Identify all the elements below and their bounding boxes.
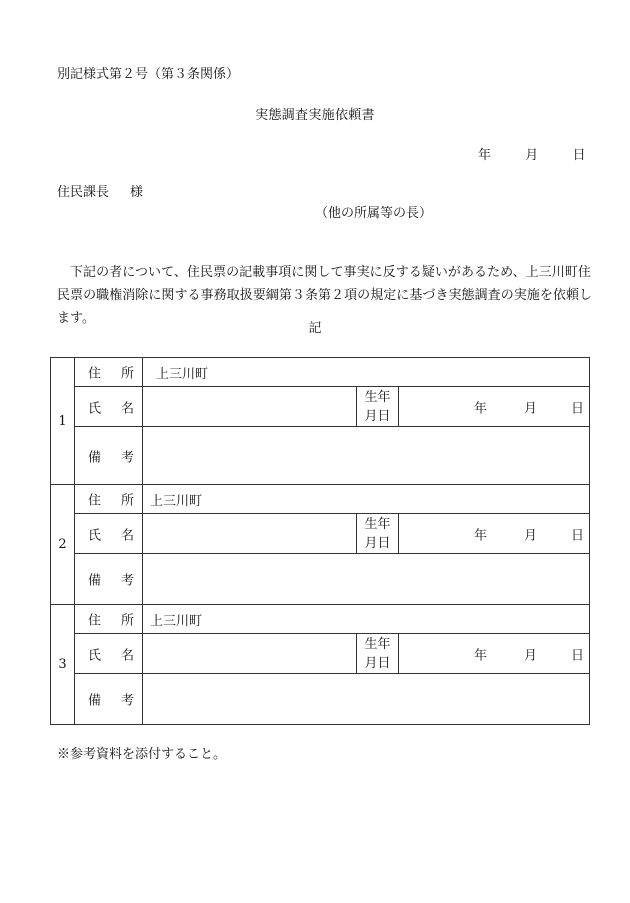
address-label-2: 所 [121, 613, 135, 629]
entry-number: 2 [51, 485, 75, 605]
remarks-label-1: 備 [88, 573, 102, 589]
name-label-2: 名 [121, 401, 135, 416]
name-label-1: 氏 [88, 648, 102, 663]
birthdate-label-1: 生年 [364, 516, 391, 532]
birthdate-label-2: 月日 [364, 535, 391, 551]
birthdate-month-label: 月 [524, 528, 538, 543]
birthdate-field[interactable] [399, 387, 590, 427]
date-line [478, 149, 586, 162]
address-field[interactable]: 上三川町 [143, 605, 590, 634]
address-label [75, 485, 143, 514]
name-field[interactable] [143, 387, 357, 427]
birthdate-month-label: 月 [524, 648, 538, 663]
name-label [75, 514, 143, 554]
entry-number: 1 [51, 358, 75, 485]
name-label-1: 氏 [88, 401, 102, 416]
entry-number: 3 [51, 605, 75, 725]
addressee-note: （他の所属等の長） [315, 206, 433, 221]
date-year-label: 年 [478, 148, 492, 163]
remarks-label-2: 考 [121, 693, 135, 709]
remarks-field[interactable] [143, 554, 590, 605]
table-row [51, 674, 590, 725]
remarks-label-2: 考 [121, 450, 135, 465]
table-row [51, 387, 590, 427]
birthdate-year-label: 年 [474, 401, 488, 416]
remarks-field[interactable] [143, 427, 590, 485]
name-label-2: 名 [121, 528, 135, 543]
table-row [51, 427, 590, 485]
address-field[interactable]: 上三川町 [143, 485, 590, 514]
addressee: 住民課長 [57, 185, 110, 200]
table-row [51, 514, 590, 554]
name-field[interactable] [143, 634, 357, 674]
document-title: 実態調査実施依頼書 [255, 108, 375, 123]
address-label [75, 358, 143, 387]
birthdate-label-2: 月日 [364, 408, 391, 424]
birthdate-label [357, 634, 399, 674]
addressee-honorific: 様 [130, 185, 144, 200]
remarks-label-1: 備 [88, 450, 102, 465]
address-label-1: 住 [88, 613, 102, 629]
birthdate-month-label: 月 [524, 401, 538, 416]
remarks-field[interactable] [143, 674, 590, 725]
birthdate-field[interactable] [399, 634, 590, 674]
birthdate-day-label: 日 [571, 401, 585, 416]
birthdate-label-2: 月日 [364, 655, 391, 671]
record-table [50, 357, 590, 725]
body-text: 下記の者について、住民票の記載事項に関して事実に反する疑いがあるため、上三川町住民票の職権消除に関する事務取扱要綱第３条第２項の規定に基づき実態調査の実施を依頼します。 [57, 265, 593, 326]
ki-heading: 記 [308, 321, 322, 336]
remarks-label-1: 備 [88, 693, 102, 709]
remarks-label [75, 674, 143, 725]
birthdate-label-1: 生年 [364, 389, 391, 405]
address-label-2: 所 [121, 493, 135, 509]
name-label-1: 氏 [88, 528, 102, 543]
remarks-label [75, 554, 143, 605]
birthdate-field[interactable] [399, 514, 590, 554]
name-label [75, 634, 143, 674]
date-day-label: 日 [572, 148, 586, 163]
birthdate-day-label: 日 [571, 648, 585, 663]
address-label-2: 所 [121, 366, 135, 382]
table-row [51, 485, 590, 514]
table-row [51, 605, 590, 634]
birthdate-label [357, 387, 399, 427]
name-field[interactable] [143, 514, 357, 554]
birthdate-day-label: 日 [571, 528, 585, 543]
address-label [75, 605, 143, 634]
address-label-1: 住 [88, 493, 102, 509]
birthdate-year-label: 年 [474, 528, 488, 543]
address-field[interactable]: 上三川町 [143, 358, 590, 387]
birthdate-year-label: 年 [474, 648, 488, 663]
footnote: ※参考資料を添付すること。 [57, 747, 227, 762]
form-label: 別記様式第２号（第３条関係） [57, 67, 240, 82]
table-row [51, 358, 590, 387]
date-month-label: 月 [525, 148, 539, 163]
address-label-1: 住 [88, 366, 102, 382]
remarks-label-2: 考 [121, 573, 135, 589]
name-label [75, 387, 143, 427]
remarks-label [75, 427, 143, 485]
birthdate-label [357, 514, 399, 554]
name-label-2: 名 [121, 648, 135, 663]
table-row [51, 634, 590, 674]
table-row [51, 554, 590, 605]
birthdate-label-1: 生年 [364, 636, 391, 652]
